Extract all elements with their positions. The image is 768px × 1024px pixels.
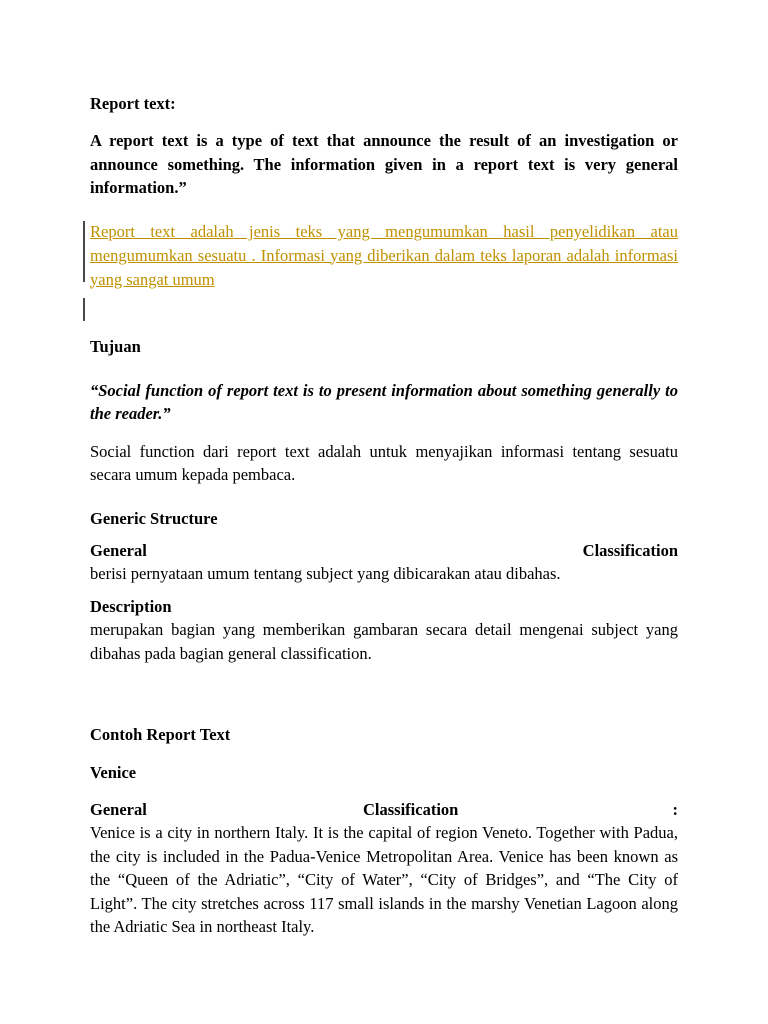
tujuan-quote-english: “Social function of report text is to present information about something generally to the reader.” <box>90 380 678 424</box>
label-classification: Classification <box>363 799 459 819</box>
contoh-venice-body: Venice is a city in northern Italy. It is the capital of region Veneto. Together with Padua, the city is included in the Padua-Venice Metropolitan Area. Venice has been known as the “Queen of the Adriatic”, “City of Water”, “City of Bridges”, and “The City of Light”. The city stretches across 117 small islands in the marshy Venetian Lagoon along the Adriatic Sea in northeast Italy. <box>90 823 678 937</box>
spacer <box>90 586 678 595</box>
spacer <box>90 784 678 798</box>
spacer <box>90 426 678 440</box>
section-heading-tujuan: Tujuan <box>90 337 141 357</box>
spacer <box>90 487 678 507</box>
generic-structure-description-body: merupakan bagian yang memberikan gambaran secara detail mengenai subject yang dibahas pada bagian general classification. <box>90 620 678 663</box>
label-description: Description <box>90 596 172 616</box>
spacer <box>90 200 678 220</box>
label-general: General <box>90 799 147 819</box>
label-general: General <box>90 540 147 560</box>
contoh-subject-venice: Venice <box>90 762 137 782</box>
contoh-general-classification-row <box>90 798 678 821</box>
document-body <box>90 92 678 938</box>
change-bar-secondary <box>83 298 85 321</box>
spacer <box>90 709 678 723</box>
spacer <box>90 530 678 539</box>
section-heading-generic-structure: Generic Structure <box>90 508 218 528</box>
spacer <box>90 115 678 129</box>
spacer <box>90 665 678 709</box>
definition-indonesian-tracked: Report text adalah jenis teks yang mengumumkan hasil penyelidikan atau mengumumkan sesuatu . Informasi yang diberikan dalam teks laporan adalah informasi yang sangat umum <box>90 221 678 289</box>
section-heading-contoh: Contoh Report Text <box>90 725 231 745</box>
generic-structure-general-row <box>90 539 678 562</box>
tujuan-body-indonesian: Social function dari report text adalah untuk menyajikan informasi tentang sesuatu secara umum kepada pembaca. <box>90 441 678 485</box>
spacer <box>90 747 678 761</box>
spacer <box>90 291 678 335</box>
page-title: Report text: <box>90 94 176 113</box>
spacer <box>90 359 678 379</box>
tab-spacer <box>147 539 583 562</box>
definition-english-paragraph: A report text is a type of text that announce the result of an investigation or announce something. The information given in a report text is very general information.” <box>90 131 678 198</box>
change-bar-primary <box>83 221 85 282</box>
label-colon: : <box>672 799 678 819</box>
generic-structure-general-body: berisi pernyataan umum tentang subject yang dibicarakan atau dibahas. <box>90 564 561 584</box>
tracked-change-block <box>90 220 678 292</box>
label-classification: Classification <box>582 540 678 560</box>
